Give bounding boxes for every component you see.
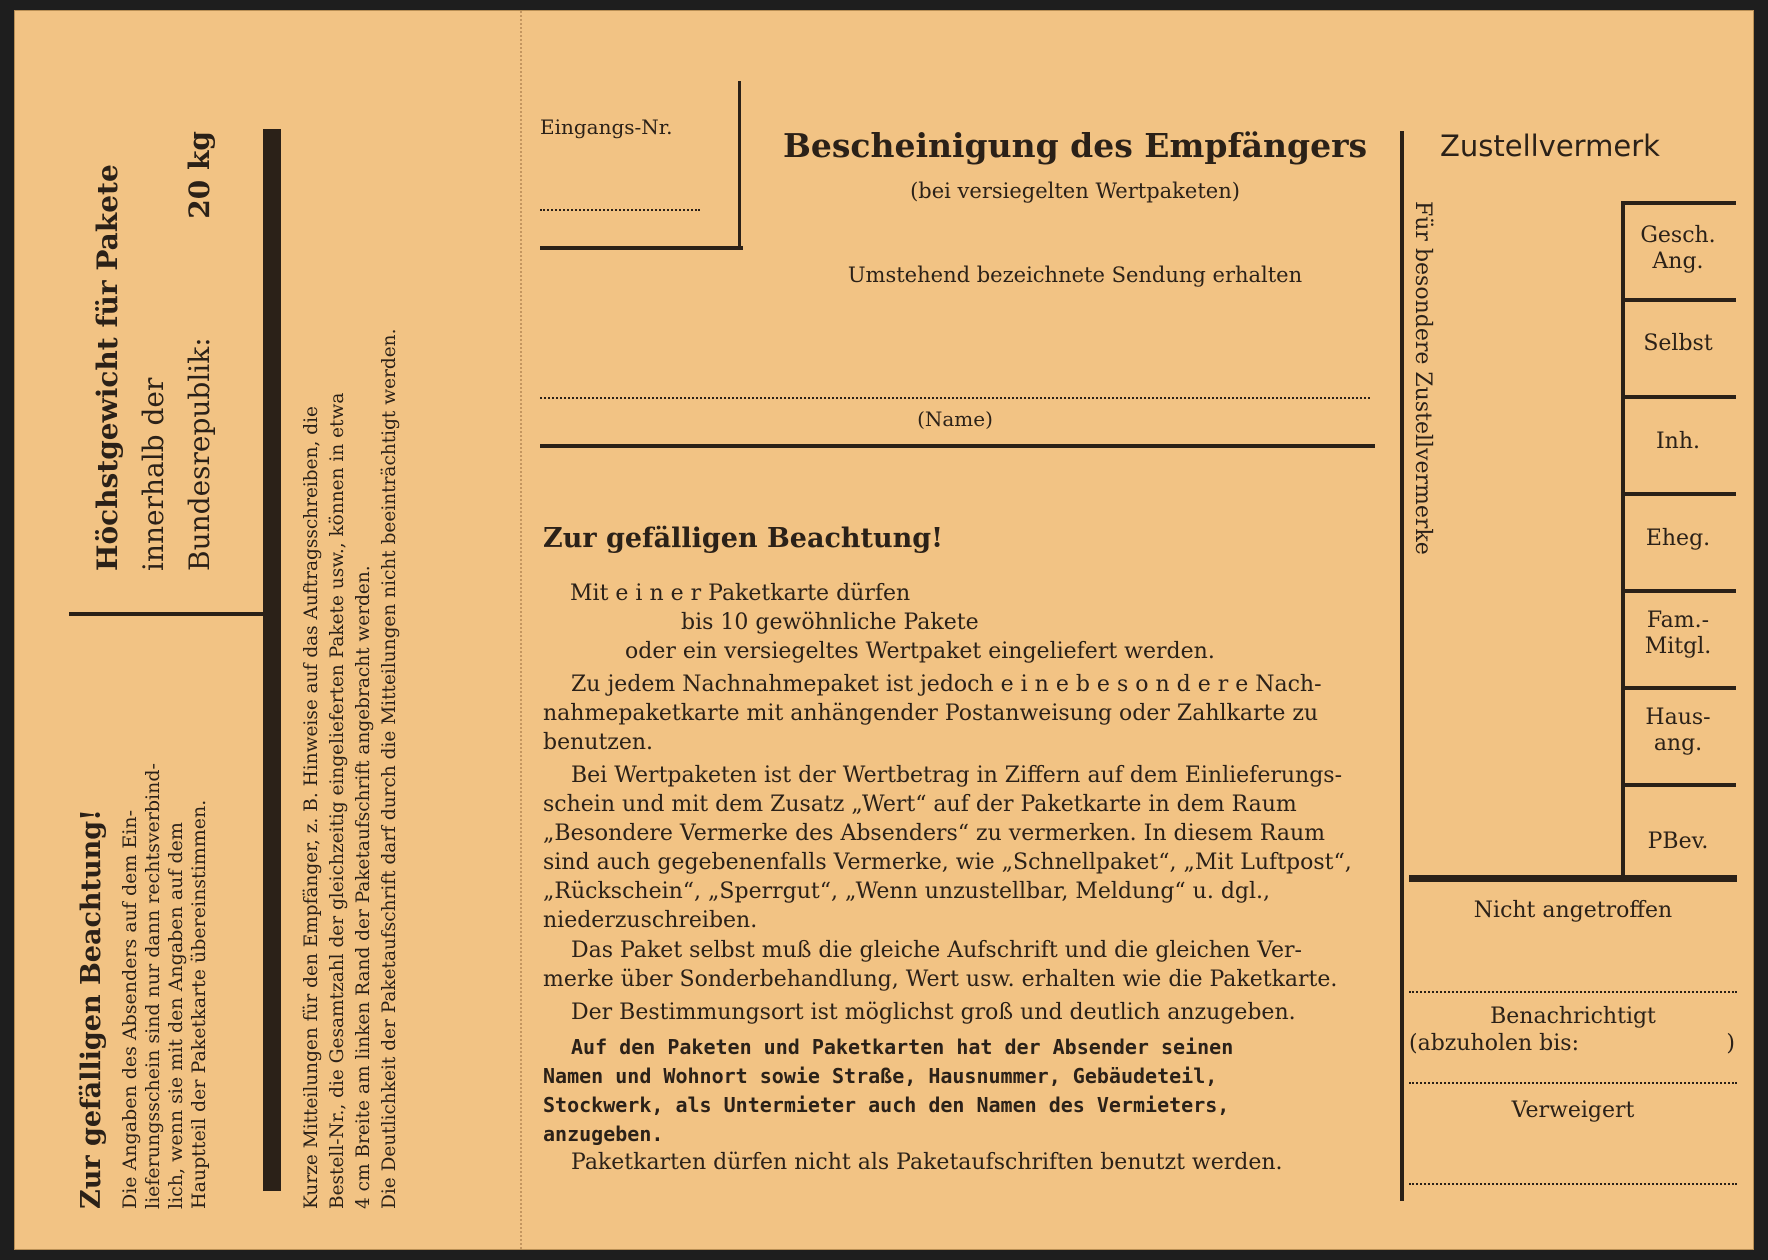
parcel-card: [14, 10, 1754, 1250]
eingangs-hline: [540, 246, 743, 250]
cell-pbev: [1627, 829, 1729, 855]
max-weight-line1: Höchstgewicht für Pakete: [91, 164, 124, 571]
cell-line: Fam.-: [1646, 608, 1710, 633]
cell-line: PBev.: [1647, 829, 1709, 854]
cells-vline: [1621, 201, 1625, 881]
para-line: Stockwerk, als Untermieter auch den Namen des Vermieters,: [543, 1093, 1230, 1117]
para-6: [543, 1033, 1368, 1149]
para-line: „Rückschein“, „Sperrgut“, „Wenn unzustellbar, Meldung“ u. dgl.,: [543, 879, 1271, 904]
cell-haus-ang: [1627, 705, 1729, 757]
left-info-line: 4 cm Breite am linken Rand der Paketaufschrift angebracht werden.: [353, 565, 374, 1209]
cell-line: Eheg.: [1645, 526, 1711, 551]
para-line: schein und mit dem Zusatz „Wert“ auf der Paketkarte in dem Raum: [543, 792, 1297, 817]
max-weight-line2: innerhalb der: [137, 377, 170, 571]
left-notice-line: Die Angaben des Absenders auf dem Ein-: [119, 809, 141, 1209]
max-weight-line3-row: [177, 131, 223, 571]
left-notice-line: Hauptteil der Paketkarte übereinstimmen.: [188, 799, 210, 1209]
left-info-line: Die Deutlichkeit der Paketaufschrift darf durch die Mitteilungen nicht beeinträchtigt werden.: [379, 328, 400, 1209]
para-line: Paketkarten dürfen nicht als Paketaufschriften benutzt werden.: [571, 1150, 1283, 1175]
verweigert-label: Verweigert: [1511, 1098, 1635, 1123]
left-notice-heading: Zur gefälligen Beachtung!: [76, 808, 107, 1209]
verweigert-field: [1409, 1183, 1737, 1185]
left-notice-line: lieferungsschein sind nur dann rechtsverbind-: [142, 763, 164, 1209]
para-line: niederzuschreiben.: [543, 908, 758, 933]
para-3: [543, 761, 1368, 935]
para-1: [570, 579, 1270, 666]
cell-line: Mitgl.: [1644, 634, 1712, 659]
para-line: oder ein versiegeltes Wertpaket eingeliefert werden.: [625, 639, 1215, 664]
para-line: anzugeben.: [543, 1122, 664, 1146]
left-divider: [69, 612, 277, 616]
page-subtitle: (bei versiegelten Wertpaketen): [910, 179, 1240, 203]
cell-line: Ang.: [1652, 249, 1704, 274]
eingangs-field: [540, 209, 700, 211]
para-2: [543, 670, 1368, 757]
cell-line: Gesch.: [1640, 223, 1716, 248]
right-vline: [1400, 131, 1404, 1201]
center-hline: [540, 444, 1375, 448]
cells-hline: [1621, 492, 1736, 496]
benachrichtigt-field: [1409, 1082, 1737, 1084]
para-line: „Besondere Vermerke des Absenders“ zu vermerken. In diesem Raum: [543, 821, 1326, 846]
cell-fam-mitgl: [1627, 608, 1729, 660]
cells-hline: [1621, 201, 1736, 205]
nicht-angetroffen-field: [1409, 991, 1737, 993]
perforation-line: [520, 11, 522, 1249]
besondere-vermerke-label: Für besondere Zustellvermerke: [1410, 201, 1435, 555]
para-line: Der Bestimmungsort ist möglichst groß und deutlich anzugeben.: [571, 1000, 1296, 1025]
para-7: [571, 1148, 1371, 1177]
cells-hline: [1621, 589, 1736, 593]
nicht-angetroffen-label: Nicht angetroffen: [1473, 898, 1673, 923]
para-line: merke über Sonderbehandlung, Wert usw. erhalten wie die Paketkarte.: [543, 967, 1338, 992]
received-text: Umstehend bezeichnete Sendung erhalten: [847, 263, 1303, 287]
para-line: bis 10 gewöhnliche Pakete: [681, 610, 979, 635]
para-line: Auf den Paketen und Paketkarten hat der Absender seinen: [571, 1035, 1234, 1059]
cells-hline: [1621, 686, 1736, 690]
para-line: Das Paket selbst muß die gleiche Aufschrift und die gleichen Ver-: [571, 938, 1302, 963]
max-weight-line3: Bundesrepublik:: [183, 337, 216, 571]
left-notice-text: [119, 669, 211, 1209]
para-line: nahmepaketkarte mit anhängender Postanweisung oder Zahlkarte zu: [543, 701, 1319, 726]
cells-hline: [1621, 298, 1736, 302]
para-line: Namen und Wohnort sowie Straße, Hausnummer, Gebäudeteil,: [543, 1064, 1218, 1088]
para-5: [571, 998, 1371, 1027]
para-line: sind auch gegebenenfalls Vermerke, wie „Schnellpaket“, „Mit Luftpost“,: [543, 850, 1352, 875]
name-field: [540, 397, 1370, 399]
cell-line: Inh.: [1655, 429, 1701, 454]
abzuholen-close: ): [1726, 1031, 1735, 1056]
left-thick-bar: [263, 129, 281, 1191]
cell-line: ang.: [1653, 731, 1703, 756]
page-title: Bescheinigung des Empfängers: [782, 126, 1368, 165]
max-weight-block: [85, 131, 223, 571]
cells-hline: [1621, 783, 1736, 787]
left-info-line: Bestell-Nr., die Gesamtzahl der gleichzeitig eingelieferten Pakete usw., können in etwa: [327, 392, 348, 1209]
abzuholen-row: [1409, 1031, 1735, 1056]
left-notice-line: lich, wenn sie mit den Angaben auf dem: [165, 822, 187, 1209]
left-info-line: Kurze Mitteilungen für den Empfänger, z. B. Hinweise auf das Auftragsschreiben, die: [301, 406, 322, 1209]
para-line: benutzen.: [543, 730, 654, 755]
cell-line: Selbst: [1643, 331, 1713, 356]
cell-line: Haus-: [1645, 705, 1711, 730]
abzuholen-label: (abzuholen bis:: [1409, 1031, 1579, 1056]
para-line: Bei Wertpaketen ist der Wertbetrag in Ziffern auf dem Einlieferungs-: [571, 763, 1343, 788]
cell-eheg: [1627, 526, 1729, 552]
max-weight-value: 20 kg: [183, 131, 216, 219]
cell-inh: [1627, 429, 1729, 455]
center-notice-heading: Zur gefälligen Beachtung!: [543, 523, 944, 554]
para-line: Zu jedem Nachnahmepaket ist jedoch e i n e b e s o n d e r e Nach-: [571, 672, 1322, 697]
eingangs-vline: [738, 81, 741, 249]
left-info-text: [299, 139, 403, 1209]
cells-hline: [1621, 395, 1736, 399]
name-label: (Name): [917, 407, 993, 431]
benachrichtigt-label: Benachrichtigt: [1490, 1004, 1656, 1029]
zustellvermerk-title: Zustellvermerk: [1440, 129, 1660, 163]
eingangs-label: Eingangs-Nr.: [540, 115, 673, 139]
cell-selbst: [1627, 331, 1729, 357]
para-4: [543, 936, 1368, 994]
cell-gesch-ang: [1627, 223, 1729, 275]
para-line: Mit e i n e r Paketkarte dürfen: [570, 581, 911, 606]
right-thick-hline: [1409, 875, 1737, 882]
